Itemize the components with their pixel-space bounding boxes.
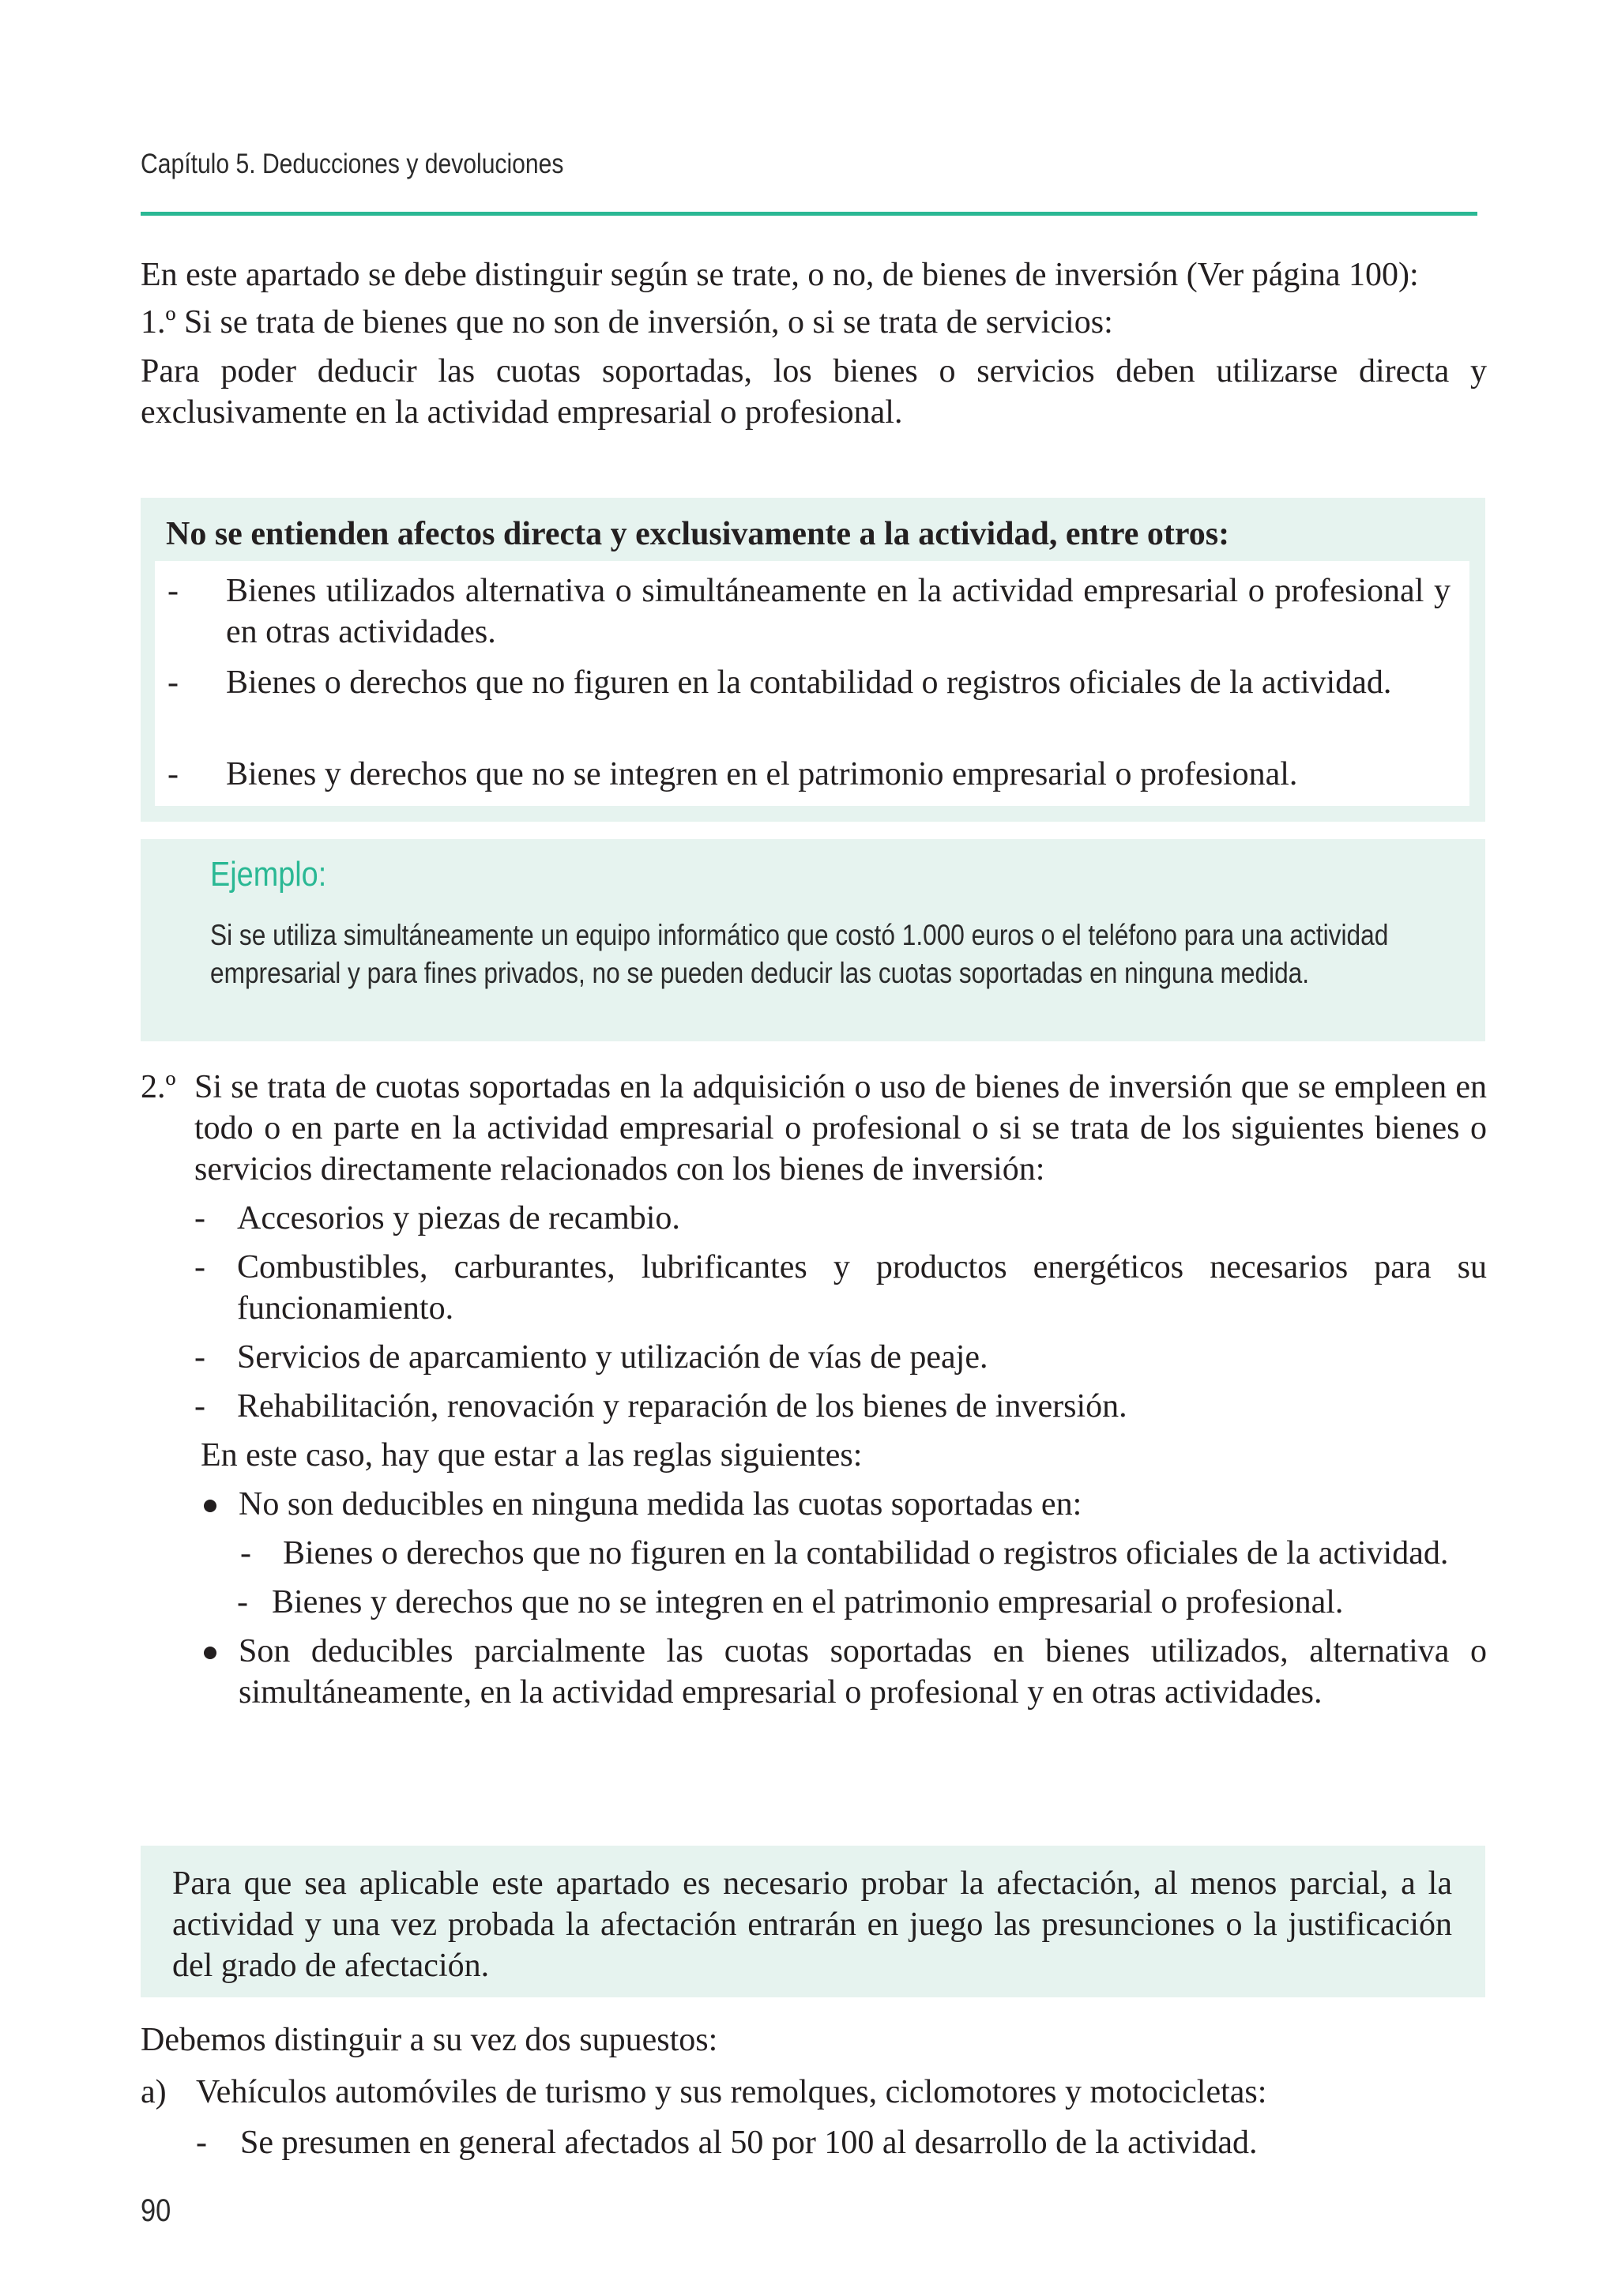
list-item: - Bienes o derechos que no figuren en la contabilidad o registros oficiales de la actividad. (155, 662, 1451, 703)
sub-list-item: - Bienes y derechos que no se integren en el patrimonio empresarial o profesional. (141, 1582, 1487, 1623)
section2-text: Si se trata de cuotas soportadas en la adquisición o uso de bienes de inversión que se empleen en todo o en parte en la actividad empresarial o profesional o si se trata de los siguientes bienes o servicios directamente relacionados con los bienes de inversión: (194, 1069, 1487, 1188)
example-box (141, 839, 1485, 1041)
afectos-box-title: No se entienden afectos directa y exclusivamente a la actividad, entre otros: (166, 516, 1230, 552)
note-text: Para que sea aplicable este apartado es necesario probar la afectación, al menos parcial, a la actividad y una vez probada la afectación entrarán en juego las presunciones o la justificación del grado de afectación. (172, 1865, 1452, 1984)
list-item: a) Vehículos automóviles de turismo y sus remolques, ciclomotores y motocicletas: (141, 2072, 1487, 2113)
dash-marker: - (194, 1339, 205, 1376)
afectos-box (141, 498, 1485, 822)
dash-marker: - (194, 1388, 205, 1425)
closing-intro: Debemos distinguir a su vez dos supuestos: (141, 2022, 718, 2058)
afectos-list (155, 561, 1469, 806)
dash-marker: - (196, 2125, 207, 2161)
list-item: - Servicios de aparcamiento y utilización de vías de peaje. (141, 1337, 1487, 1378)
section1-heading: 1.º Si se trata de bienes que no son de inversión, o si se trata de servicios: (141, 304, 1113, 341)
example-title: Ejemplo: (210, 855, 327, 894)
example-text: Si se utiliza simultáneamente un equipo informático que costó 1.000 euros o el teléfono para una actividad empresarial y para fines privados, no se pueden deducir las cuotas soportadas en ninguna medida. (210, 919, 1389, 989)
bullet-icon (204, 1647, 216, 1659)
dash-marker: - (194, 1200, 205, 1236)
section2-heading (141, 1067, 1487, 1190)
note-box (141, 1846, 1485, 1997)
list-item: - Combustibles, carburantes, lubrificantes y productos energéticos necesarios para su funcionamiento. (141, 1247, 1487, 1329)
closing-section (141, 2019, 1487, 2163)
section2 (141, 1067, 1487, 1713)
dash-marker: - (194, 1249, 205, 1285)
sub-list-item: - Se presumen en general afectados al 50 por 100 al desarrollo de la actividad. (141, 2122, 1487, 2163)
dash-marker: - (167, 573, 179, 609)
header-rule (141, 212, 1477, 216)
bullet-icon (204, 1500, 216, 1512)
intro-paragraph: En este apartado se debe distinguir según se trate, o no, de bienes de inversión (Ver página 100): (141, 257, 1419, 293)
page-number: 90 (141, 2193, 171, 2228)
bullet-item: No son deducibles en ninguna medida las cuotas soportadas en: (141, 1484, 1487, 1525)
item-label: a) (141, 2074, 167, 2110)
rules-intro: En este caso, hay que estar a las reglas siguientes: (201, 1437, 863, 1474)
list-item: - Accesorios y piezas de recambio. (141, 1198, 1487, 1239)
bullet-item: Son deducibles parcialmente las cuotas soportadas en bienes utilizados, alternativa o simultáneamente, en la actividad empresarial o profesional y en otras actividades. (141, 1631, 1487, 1713)
chapter-header: Capítulo 5. Deducciones y devoluciones (141, 149, 564, 179)
section2-number: 2.º (141, 1069, 176, 1105)
intro-section (141, 254, 1487, 433)
list-item: - Bienes utilizados alternativa o simultáneamente en la actividad empresarial o profesional y en otras actividades. (155, 570, 1451, 653)
dash-marker: - (237, 1584, 248, 1620)
list-item: - Rehabilitación, renovación y reparación de los bienes de inversión. (141, 1386, 1487, 1427)
intro-paragraph-deduction: Para poder deducir las cuotas soportadas, los bienes o servicios deben utilizarse directa y exclusivamente en la actividad empresarial o profesional. (141, 353, 1487, 431)
list-item: - Bienes y derechos que no se integren en el patrimonio empresarial o profesional. (155, 754, 1451, 795)
dash-marker: - (167, 664, 179, 701)
sub-list-item: - Bienes o derechos que no figuren en la contabilidad o registros oficiales de la actividad. (141, 1533, 1487, 1574)
dash-marker: - (240, 1535, 251, 1571)
dash-marker: - (167, 756, 179, 792)
